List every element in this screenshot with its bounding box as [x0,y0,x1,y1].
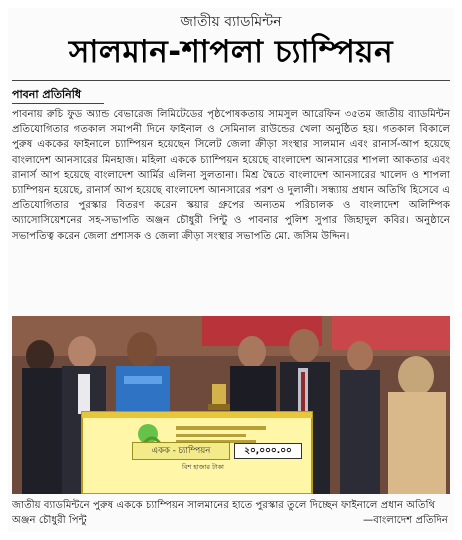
article-kicker: জাতীয় ব্যাডমিন্টন [180,14,282,30]
newspaper-clipping [8,8,454,532]
byline-underline [12,103,104,104]
article-body: পাবনায় রুচি ফুড অ্যান্ড বেভারেজ লিমিটেডের পৃষ্ঠপোষকতায় সামসুল আরেফিন ৩৫তম জাতীয় ব্যাডমিন্টন প্রতিযোগিতার গতকাল সমাপনী দিনে ফাইনাল ও সেমিনাল রাউন্ডের খেলা অনুষ্ঠিত হয়। গতকাল বিকালে পুরুষ এককের ফাইনালে চ্যাম্পিয়ন হয়েছেন সিলেট জেলা ক্রীড়া সংস্থার সালমান এবং রানার্স-আপ হয়েছে বাংলাদেশ আনসারের মিনহাজ। মহিলা এককে চ্যাম্পিয়ন হয়েছে বাংলাদেশ আনসারের শাপলা আকতার এবং রানার্স আপ হয়েছে বাংলাদেশ আর্মির এলিনা সুলতানা। মিশ্র দ্বৈতে বাংলাদেশ আনসারের খালেদ ও শাপলা চ্যাম্পিয়ন হয়েছে, রানার্স আপ হয়েছে বাংলাদেশ আনসারের পরশ ও দুলালী। সন্ধ্যায় প্রধান অতিথি হিসেবে এ প্রতিযোগিতার পুরস্কার বিতরণ করেন স্কয়ার গ্রুপের অন্যতম পরিচালক ও বাংলাদেশ অলিম্পিক অ্যাসোসিয়েশনের সহ-সভাপতি অঞ্জন চৌধুরী পিন্টু ও পাবনার পুলিশ সুপার জিহাদুল কবির। অনুষ্ঠানে সভাপতিত্ব করেন জেলা প্রশাসক ও জেলা ক্রীড়া সংস্থার সভাপতি মো. জসিম উদ্দিন। [12,109,450,242]
photo-caption: জাতীয় ব্যাডমিন্টনে পুরুষ এককে চ্যাম্পিয়ন সালমানের হাতে পুরস্কার তুলে দিচ্ছেন ফাইনালে প্রধান অতিথি অঞ্জন চৌধুরী পিন্টু [12,500,436,526]
article-headline: সালমান-শাপলা চ্যাম্পিয়ন [68,34,394,70]
cheque-category-label: একক - চ্যাম্পিয়ন [132,442,230,460]
photo-credit: —বাংলাদেশ প্রতিদিন [359,513,448,528]
cheque-amount-in-words: বিশ হাজার টাকা [182,463,224,471]
cheque-amount: ২০,০০০.০০ [234,443,302,459]
article-byline: পাবনা প্রতিনিধি [12,88,82,101]
headline-divider [12,80,450,81]
